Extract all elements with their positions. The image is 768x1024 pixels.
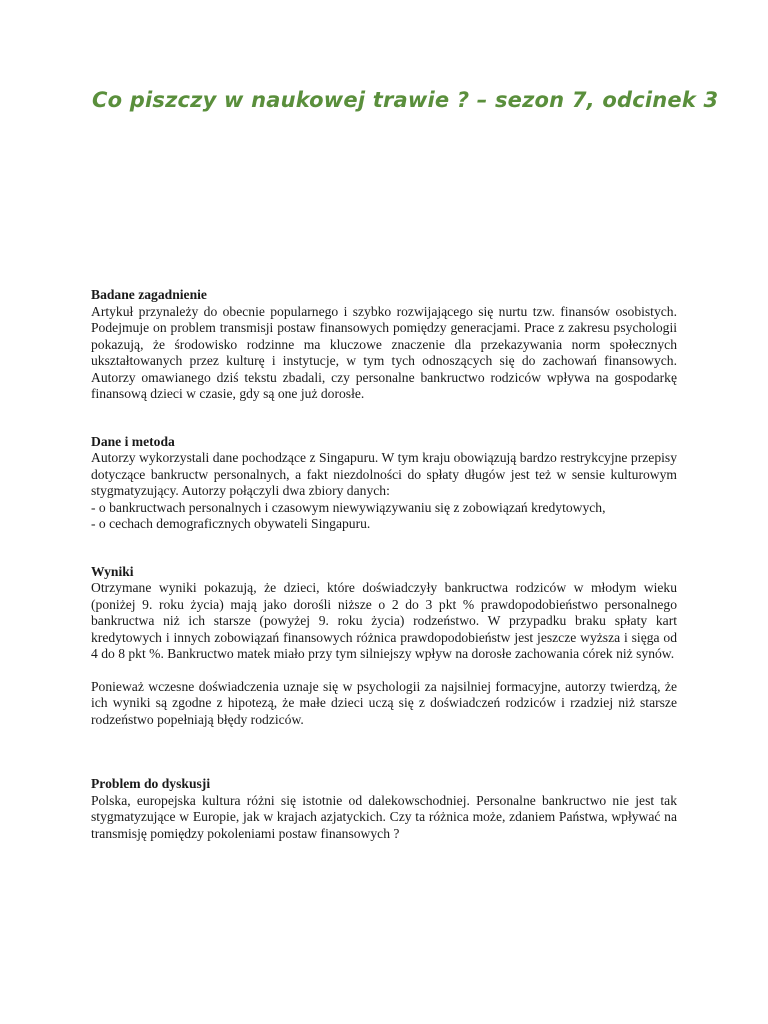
section-wyniki xyxy=(91,564,677,729)
section-paragraph: Ponieważ wczesne doświadczenia uznaje się w psychologii za najsilniej formacyjne, autorzy twierdzą, że ich wyniki są zgodne z hipotezą, że małe dzieci uczą się z doświadczeń rodziców i rzadziej niż starsze rodzeństwo popełniają błędy rodziców. xyxy=(91,678,677,727)
list-item: - o bankructwach personalnych i czasowym niewywiązywaniu się z zobowiązań kredytowych, xyxy=(91,499,606,515)
section-heading: Badane zagadnienie xyxy=(91,287,207,302)
section-dane-i-metoda xyxy=(91,434,677,533)
data-sources-list xyxy=(91,500,677,533)
section-problem-do-dyskusji xyxy=(91,776,677,842)
section-paragraph: Artykuł przynależy do obecnie popularnego i szybko rozwijającego się nurtu tzw. finansów osobistych. Podejmuje on problem transmisji postaw finansowych pomiędzy generacjami. Prace z zakresu psychologii pokazują, że środowisko rodzinne ma kluczowe znaczenie dla przekazywania norm społecznych ukształtowanych przez kulturę i instytucje, w tym tych odnoszących się do zachowań finansowych. Autorzy omawianego dziś tekstu zbadali, czy personalne bankructwo rodziców wpływa na gospodarkę finansową dzieci w czasie, gdy są one już dorosłe. xyxy=(91,303,677,401)
page-title: Co piszczy w naukowej trawie ? – sezon 7, odcinek 3 xyxy=(92,88,719,112)
section-heading: Dane i metoda xyxy=(91,433,175,449)
list-item: - o cechach demograficznych obywateli Singapuru. xyxy=(91,516,371,531)
section-paragraph: Polska, europejska kultura różni się istotnie od dalekowschodniej. Personalne bankructwo nie jest tak stygmatyzujące w Europie, jak w krajach azjatyckich. Czy ta różnica może, zdaniem Państwa, wpływać na transmisję pomiędzy pokoleniami postaw finansowych ? xyxy=(91,792,677,841)
document-body xyxy=(91,287,677,842)
section-paragraph: Autorzy wykorzystali dane pochodzące z Singapuru. W tym kraju obowiązują bardzo restrykcyjne przepisy dotyczące bankructw personalnych, a fakt niezdolności do spłaty długów jest też w sensie kulturowym stygmatyzujący. Autorzy połączyli dwa zbiory danych: xyxy=(91,450,677,498)
section-heading: Wyniki xyxy=(91,563,134,579)
section-paragraph: Otrzymane wyniki pokazują, że dzieci, które doświadczyły bankructwa rodziców w młodym wieku (poniżej 9. roku życia) mają jako dorośli niższe o 2 do 3 pkt % prawdopodobieństwo personalnego bankructwa niż ich starsze (powyżej 9. roku życia) rodzeństwo. W przypadku braku spłaty kart kredytowych i innych zobowiązań finansowych różnica prawdopodobieństw jest jeszcze wyższa i sięga od 4 do 8 pkt %. Bankructwo matek miało przy tym silniejszy wpływ na dorosłe zachowania córek niż synów. xyxy=(91,580,677,661)
section-badane-zagadnienie xyxy=(91,287,677,403)
section-heading: Problem do dyskusji xyxy=(91,776,211,791)
